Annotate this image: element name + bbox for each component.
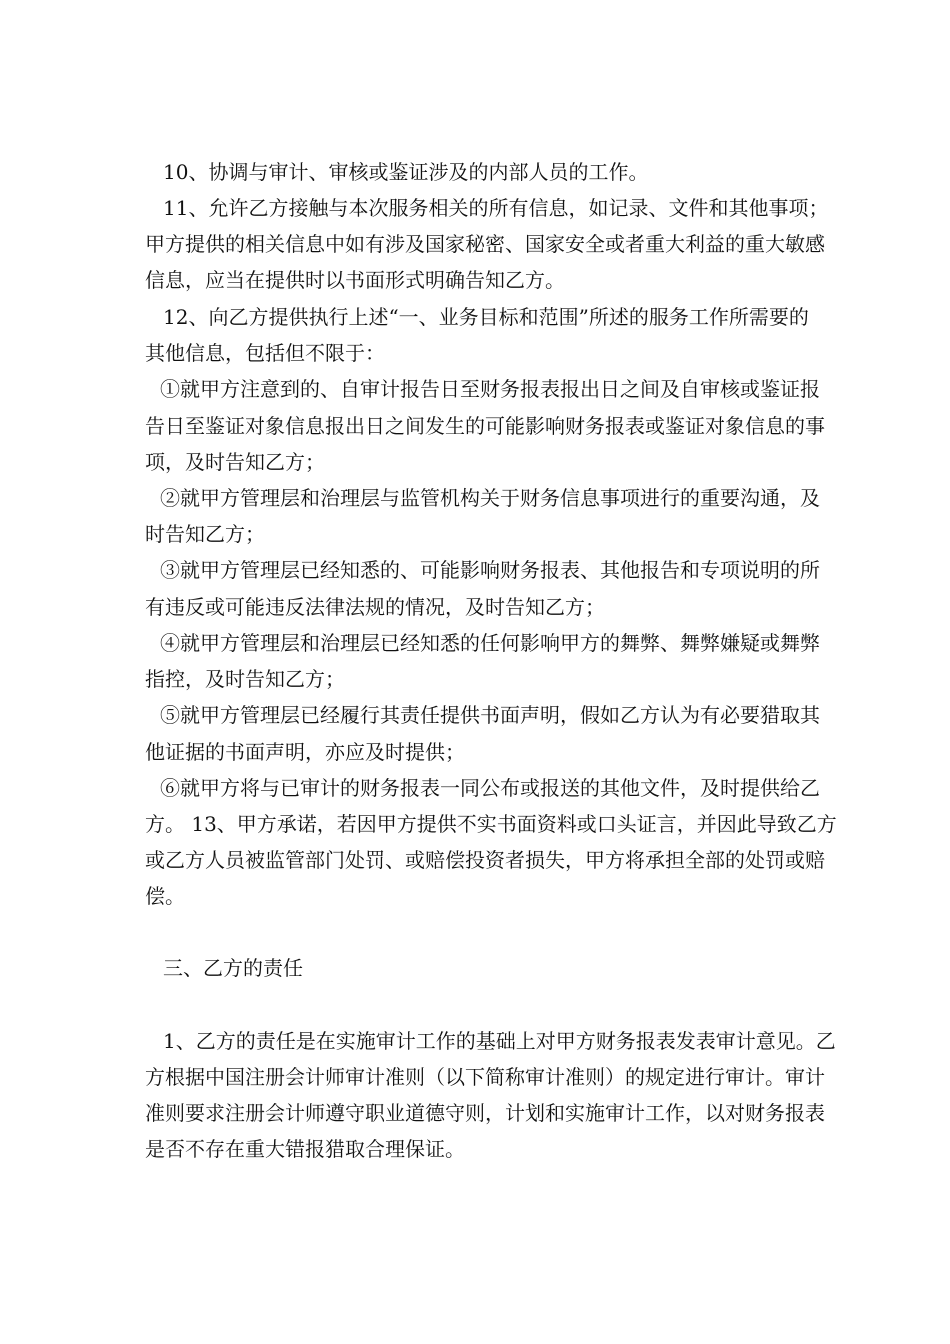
- text-line: 11、允许乙方接触与本次服务相关的所有信息，如记录、文件和其他事项；: [163, 196, 829, 220]
- text-line: 甲方提供的相关信息中如有涉及国家秘密、国家安全或者重大利益的重大敏感: [145, 232, 825, 256]
- text-line: ⑤就甲方管理层已经履行其责任提供书面声明，假如乙方认为有必要猎取其: [160, 703, 820, 727]
- text-line: 有违反或可能违反法律法规的情况，及时告知乙方；: [145, 595, 605, 619]
- text-line: 10、协调与审计、审核或鉴证涉及的内部人员的工作。: [163, 160, 649, 184]
- text-line: 时告知乙方；: [145, 522, 265, 546]
- text-line: 信息，应当在提供时以书面形式明确告知乙方。: [145, 268, 565, 292]
- text-line: ⑥就甲方将与已审计的财务报表一同公布或报送的其他文件，及时提供给乙: [160, 776, 820, 800]
- text-line: 1、乙方的责任是在实施审计工作的基础上对甲方财务报表发表审计意见。乙: [163, 1029, 836, 1053]
- text-line: 12、向乙方提供执行上述“一、业务目标和范围”所述的服务工作所需要的: [163, 305, 809, 329]
- text-line: 准则要求注册会计师遵守职业道德守则，计划和实施审计工作，以对财务报表: [145, 1101, 825, 1125]
- text-line: ④就甲方管理层和治理层已经知悉的任何影响甲方的舞弊、舞弊嫌疑或舞弊: [160, 631, 820, 655]
- text-line: 指控，及时告知乙方；: [145, 667, 345, 691]
- text-line: 他证据的书面声明，亦应及时提供；: [145, 740, 465, 764]
- text-line: 告日至鉴证对象信息报出日之间发生的可能影响财务报表或鉴证对象信息的事: [145, 414, 825, 438]
- text-line: 方。 13、甲方承诺，若因甲方提供不实书面资料或口头证言，并因此导致乙方: [145, 812, 837, 836]
- text-line: 其他信息，包括但不限于：: [145, 341, 385, 365]
- text-line: 或乙方人员被监管部门处罚、或赔偿投资者损失，甲方将承担全部的处罚或赔: [145, 848, 825, 872]
- text-line: 项，及时告知乙方；: [145, 450, 325, 474]
- section-heading: 三、乙方的责任: [163, 956, 303, 980]
- text-line: 偿。: [145, 884, 185, 908]
- text-line: 是否不存在重大错报猎取合理保证。: [145, 1137, 465, 1161]
- text-line: ①就甲方注意到的、自审计报告日至财务报表报出日之间及自审核或鉴证报: [160, 377, 820, 401]
- text-line: 方根据中国注册会计师审计准则（以下简称审计准则）的规定进行审计。审计: [145, 1065, 825, 1089]
- text-line: ③就甲方管理层已经知悉的、可能影响财务报表、其他报告和专项说明的所: [160, 558, 820, 582]
- text-line: ②就甲方管理层和治理层与监管机构关于财务信息事项进行的重要沟通，及: [160, 486, 820, 510]
